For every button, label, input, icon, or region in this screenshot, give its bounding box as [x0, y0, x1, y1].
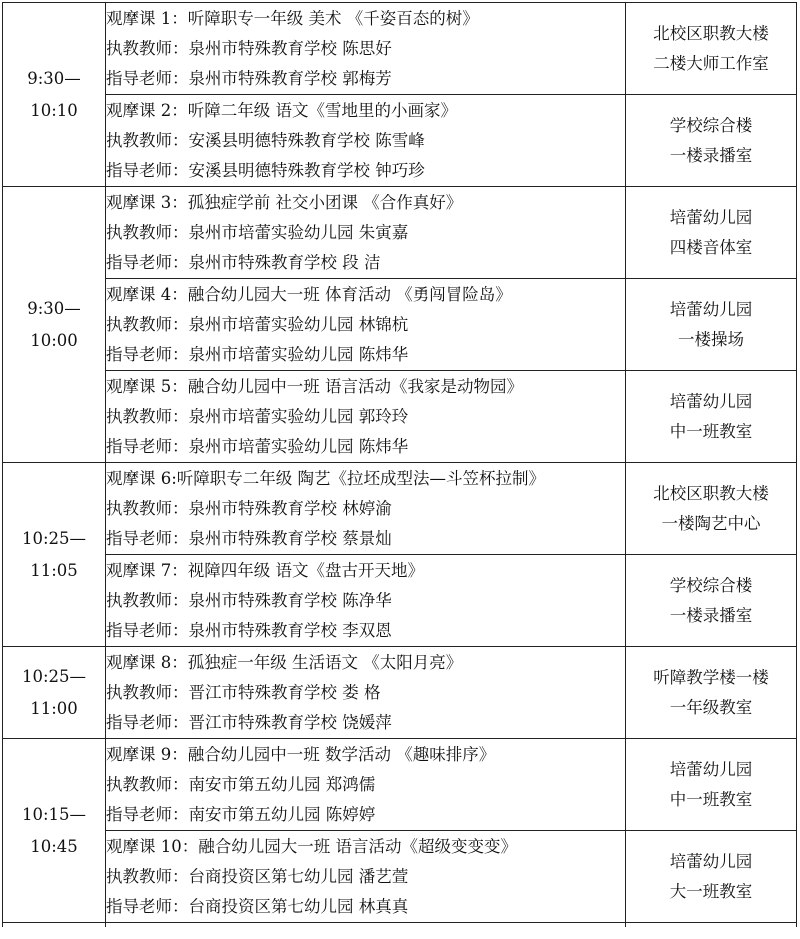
- location-building: 培蕾幼儿园: [669, 759, 753, 779]
- lesson-title: 观摩课 3：孤独症学前 社交小团课 《合作真好》: [106, 192, 463, 212]
- lesson-advisor: 指导老师：泉州市特殊教育学校 蔡景灿: [106, 528, 392, 548]
- lesson-advisor: 指导老师：泉州市培蕾实验幼儿园 陈炜华: [106, 436, 409, 456]
- lesson-location: [626, 647, 797, 739]
- time-start: 10:25—: [21, 528, 87, 548]
- lesson-title: 观摩课 2：听障二年级 语文《雪地里的小画家》: [106, 100, 457, 120]
- time-slot: [3, 647, 106, 739]
- location-building: 北校区职教大楼: [653, 483, 769, 503]
- lesson-title: 观摩课 5：融合幼儿园中一班 语言活动《我家是动物园》: [106, 376, 523, 396]
- lesson-title: 观摩课 10：融合幼儿园大一班 语言活动《超级变变变》: [106, 836, 517, 856]
- lesson-info: [106, 3, 626, 95]
- lesson-title: 观摩课 4：融合幼儿园大一班 体育活动 《勇闯冒险岛》: [106, 284, 512, 304]
- location-room: 一楼操场: [678, 329, 744, 349]
- lesson-location: [626, 463, 797, 555]
- location-building: 学校综合楼: [669, 575, 753, 595]
- lesson-advisor: 指导老师：安溪县明德特殊教育学校 钟巧珍: [106, 160, 425, 180]
- time-end: 11:00: [30, 698, 78, 718]
- lesson-info: [106, 187, 626, 279]
- lesson-teacher: 执教教师：泉州市特殊教育学校 林婷渝: [106, 498, 392, 518]
- lesson-location: [626, 187, 797, 279]
- empty-cell: [3, 923, 106, 928]
- time-start: 9:30—: [27, 68, 81, 88]
- lesson-title: 观摩课 9：融合幼儿园中一班 数学活动 《趣味排序》: [106, 744, 496, 764]
- location-building: 培蕾幼儿园: [669, 851, 753, 871]
- lesson-location: [626, 95, 797, 187]
- time-end: 10:45: [30, 836, 78, 856]
- time-start: 10:15—: [21, 804, 87, 824]
- location-building: 培蕾幼儿园: [669, 207, 753, 227]
- lesson-teacher: 执教教师：泉州市培蕾实验幼儿园 郭玲玲: [106, 406, 409, 426]
- location-room: 一楼录播室: [669, 145, 753, 165]
- lesson-location: [626, 279, 797, 371]
- lesson-teacher: 执教教师：台商投资区第七幼儿园 潘艺萱: [106, 866, 409, 886]
- lesson-row: [3, 831, 797, 923]
- lesson-row: [3, 739, 797, 831]
- location-room: 一楼陶艺中心: [661, 513, 761, 533]
- lesson-info: [106, 647, 626, 739]
- lesson-info: [106, 95, 626, 187]
- lesson-title: 观摩课 8：孤独症一年级 生活语文 《太阳月亮》: [106, 652, 463, 672]
- lesson-location: [626, 739, 797, 831]
- schedule-table: [2, 2, 797, 927]
- time-end: 10:10: [30, 100, 78, 120]
- time-end: 10:00: [30, 330, 78, 350]
- location-building: 培蕾幼儿园: [669, 299, 753, 319]
- lesson-info: [106, 279, 626, 371]
- lesson-info: [106, 371, 626, 463]
- lesson-row: [3, 187, 797, 279]
- lesson-info: [106, 831, 626, 923]
- lesson-advisor: 指导老师：晋江市特殊教育学校 饶媛萍: [106, 712, 392, 732]
- lesson-location: [626, 831, 797, 923]
- lesson-row: [3, 3, 797, 95]
- location-room: 四楼音体室: [669, 237, 753, 257]
- lesson-advisor: 指导老师：泉州市特殊教育学校 段 洁: [106, 252, 381, 272]
- lesson-advisor: 指导老师：泉州市特殊教育学校 李双恩: [106, 620, 392, 640]
- location-room: 中一班教室: [669, 421, 753, 441]
- next-row-edge: [3, 923, 797, 928]
- time-slot: [3, 187, 106, 463]
- lesson-teacher: 执教教师：晋江市特殊教育学校 娄 格: [106, 682, 381, 702]
- lesson-info: [106, 555, 626, 647]
- lesson-teacher: 执教教师：泉州市特殊教育学校 陈思好: [106, 38, 392, 58]
- lesson-advisor: 指导老师：泉州市培蕾实验幼儿园 陈炜华: [106, 344, 409, 364]
- lesson-title: 观摩课 1：听障职专一年级 美术 《千姿百态的树》: [106, 8, 479, 28]
- lesson-teacher: 执教教师：泉州市培蕾实验幼儿园 林锦杭: [106, 314, 409, 334]
- lesson-title: 观摩课 7：视障四年级 语文《盘古开天地》: [106, 560, 424, 580]
- lesson-location: [626, 3, 797, 95]
- location-room: 一楼录播室: [669, 605, 753, 625]
- lesson-teacher: 执教教师：泉州市特殊教育学校 陈净华: [106, 590, 392, 610]
- location-room: 一年级教室: [669, 697, 753, 717]
- lesson-advisor: 指导老师：南安市第五幼儿园 陈婷婷: [106, 804, 376, 824]
- lesson-row: [3, 371, 797, 463]
- location-building: 听障教学楼一楼: [653, 667, 769, 687]
- location-room: 中一班教室: [669, 789, 753, 809]
- lesson-info: [106, 739, 626, 831]
- location-building: 北校区职教大楼: [653, 23, 769, 43]
- lesson-row: [3, 555, 797, 647]
- lesson-advisor: 指导老师：泉州市特殊教育学校 郭梅芳: [106, 68, 392, 88]
- time-end: 11:05: [30, 560, 78, 580]
- lesson-info: [106, 463, 626, 555]
- lesson-row: [3, 279, 797, 371]
- time-slot: [3, 3, 106, 187]
- empty-cell: [626, 923, 797, 928]
- location-room: 大一班教室: [669, 881, 753, 901]
- lesson-row: [3, 463, 797, 555]
- lesson-location: [626, 555, 797, 647]
- lesson-teacher: 执教教师：南安市第五幼儿园 郑鸿儒: [106, 774, 376, 794]
- location-room: 二楼大师工作室: [653, 53, 769, 73]
- lesson-teacher: 执教教师：泉州市培蕾实验幼儿园 朱寅嘉: [106, 222, 409, 242]
- lesson-advisor: 指导老师：台商投资区第七幼儿园 林真真: [106, 896, 409, 916]
- time-start: 10:25—: [21, 666, 87, 686]
- lesson-location: [626, 371, 797, 463]
- lesson-row: [3, 95, 797, 187]
- lesson-row: [3, 647, 797, 739]
- time-slot: [3, 463, 106, 647]
- empty-cell: [106, 923, 626, 928]
- lesson-teacher: 执教教师：安溪县明德特殊教育学校 陈雪峰: [106, 130, 425, 150]
- time-slot: [3, 739, 106, 923]
- location-building: 学校综合楼: [669, 115, 753, 135]
- lesson-title: 观摩课 6:听障职专二年级 陶艺《拉坯成型法—斗笠杯拉制》: [106, 468, 546, 488]
- location-building: 培蕾幼儿园: [669, 391, 753, 411]
- time-start: 9:30—: [27, 298, 81, 318]
